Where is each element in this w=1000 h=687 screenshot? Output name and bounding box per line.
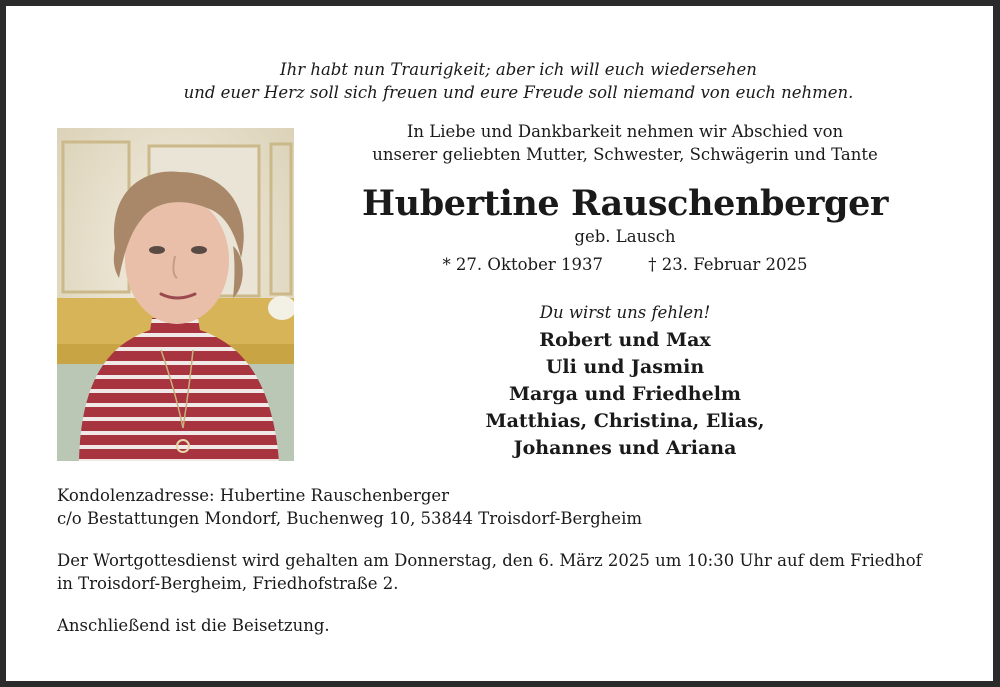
- condolence-line-1: Kondolenzadresse: Hubertine Rauschenberger: [57, 486, 450, 505]
- service-info: [57, 549, 987, 595]
- mourners-list: [355, 327, 895, 462]
- condolence-address: [57, 484, 987, 530]
- mourner-line: Robert und Max: [539, 329, 711, 351]
- verse-line-1: Ihr habt nun Traurigkeit; aber ich will euch wiedersehen: [280, 60, 757, 79]
- life-dates: [355, 254, 895, 276]
- intro-line-1: In Liebe und Dankbarkeit nehmen wir Abschied von: [406, 122, 844, 141]
- verse-line-2: und euer Herz soll sich freuen und eure Freude soll niemand von euch nehmen.: [183, 83, 854, 102]
- mourner-line: Johannes und Ariana: [513, 437, 737, 459]
- condolence-line-2: c/o Bestattungen Mondorf, Buchenweg 10, 53844 Troisdorf-Bergheim: [57, 509, 642, 528]
- death-date: † 23. Februar 2025: [648, 255, 808, 274]
- farewell-phrase: Du wirst uns fehlen!: [539, 303, 711, 322]
- intro-line-2: unserer geliebten Mutter, Schwester, Schwägerin und Tante: [372, 145, 878, 164]
- service-line-1: Der Wortgottesdienst wird gehalten am Donnerstag, den 6. März 2025 um 10:30 Uhr auf dem Friedhof: [57, 551, 922, 570]
- bible-verse: [6, 58, 993, 104]
- birth-name: geb. Lausch: [574, 227, 676, 246]
- mourner-line: Matthias, Christina, Elias,: [485, 410, 765, 432]
- service-line-2: in Troisdorf-Bergheim, Friedhofstraße 2.: [57, 574, 399, 593]
- farewell-intro: [355, 120, 895, 166]
- portrait-photo: [57, 128, 294, 461]
- mourner-line: Uli und Jasmin: [545, 356, 705, 378]
- deceased-name: Hubertine Rauschenberger: [361, 183, 888, 224]
- birth-date: * 27. Oktober 1937: [442, 255, 603, 274]
- mourner-line: Marga und Friedhelm: [508, 383, 742, 405]
- obituary-card: [6, 6, 993, 681]
- burial-info: Anschließend ist die Beisetzung.: [57, 616, 330, 635]
